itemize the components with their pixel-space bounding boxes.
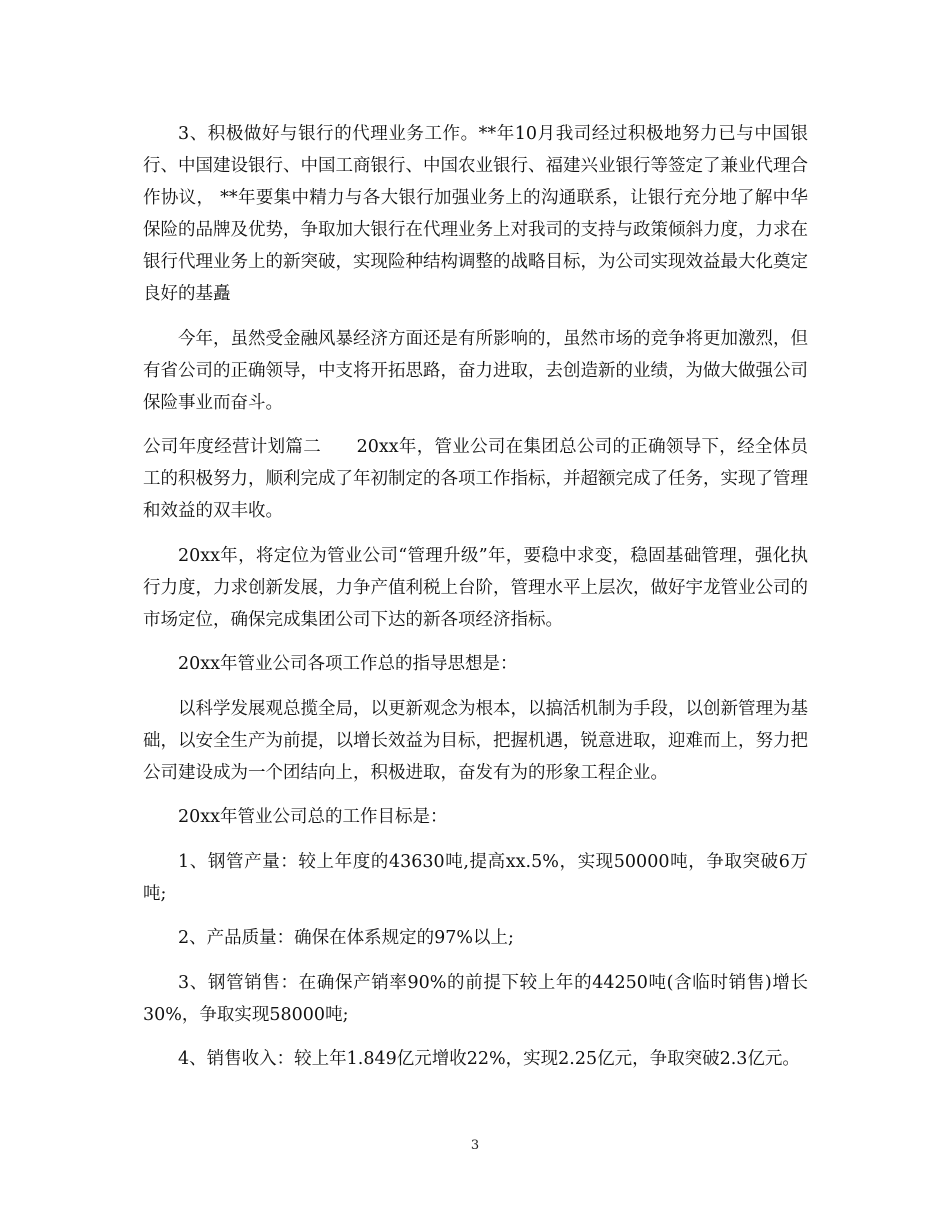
paragraph-this-year: 今年，虽然受金融风暴经济方面还是有所影响的，虽然市场的竞争将更加激烈，但有省公司的正确领导，中支将开拓思路，奋力进取，去创造新的业绩，为做大做强公司保险事业而奋斗。	[143, 328, 808, 413]
document-body	[143, 118, 808, 1088]
paragraph-work-goal-heading: 20xx年管业公司总的工作目标是：	[178, 807, 448, 827]
list-item-pipe-sales: 3、钢管销售：在确保产销率90%的前提下较上年的44250吨(含临时销售)增长30%，争取实现58000吨;	[143, 972, 808, 1025]
paragraph-guiding-ideology-heading: 20xx年管业公司各项工作总的指导思想是：	[178, 654, 518, 674]
paragraph-guiding-ideology: 以科学发展观总揽全局，以更新观念为根本，以搞活机制为手段，以创新管理为基础，以安全生产为前提，以增长效益为目标，把握机遇，锐意进取，迎难而上，努力把公司建设成为一个团结向上，积极进取，奋发有为的形象工程企业。	[143, 698, 808, 783]
paragraph-plan-part-two: 公司年度经营计划篇二 20xx年，管业公司在集团总公司的正确领导下，经全体员工的积极努力，顺利完成了年初制定的各项工作指标，并超额完成了任务，实现了管理和效益的双丰收。	[143, 437, 808, 521]
list-item-pipe-output: 1、钢管产量：较上年度的43630吨,提高xx.5%，实现50000吨，争取突破6万吨;	[143, 851, 808, 904]
list-item-product-quality: 2、产品质量：确保在体系规定的97%以上;	[178, 928, 514, 948]
list-item-sales-revenue: 4、销售收入：较上年1.849亿元增收22%，实现2.25亿元，争取突破2.3亿元。	[178, 1049, 800, 1069]
page-number: 3	[470, 1138, 480, 1153]
paragraph-bank-agency: 3、积极做好与银行的代理业务工作。**年10月我司经过积极地努力已与中国银行、中国建设银行、中国工商银行、中国农业银行、福建兴业银行等签定了兼业代理合作协议， **年要集中精力与各大银行加强业务上的沟通联系，让银行充分地了解中华保险的品牌及优势，争取加大银行在代理业务上对我司的支持与政策倾斜力度，力求在银行代理业务上的新突破，实现险种结构调整的战略目标，为公司实现效益最大化奠定良好的基矗	[143, 124, 808, 304]
paragraph-management-upgrade: 20xx年，将定位为管业公司“管理升级”年，要稳中求变，稳固基础管理，强化执行力度，力求创新发展，力争产值利税上台阶，管理水平上层次，做好宇龙管业公司的市场定位，确保完成集团公司下达的新各项经济指标。	[143, 545, 808, 630]
